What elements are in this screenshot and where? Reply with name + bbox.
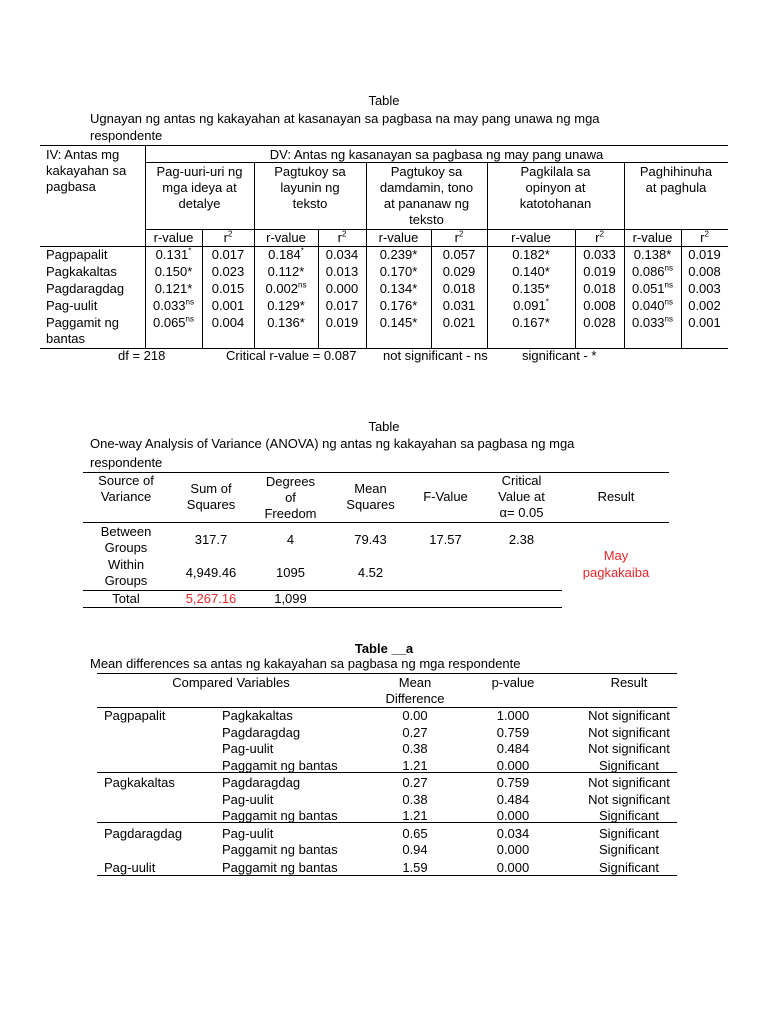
correlation-cell: 0.134* (379, 281, 418, 296)
md-compared-var: Pag-uulit (222, 741, 274, 756)
md-mean-diff: 0.00 (402, 708, 428, 723)
group-header-2-line1: Pagtukoy sa (274, 164, 346, 179)
note-ns: not significant - ns (383, 348, 488, 363)
anova-header-ms-1: Mean (354, 481, 387, 496)
correlation-cell: 0.034 (325, 247, 359, 262)
md-result: Significant (599, 842, 659, 857)
md-mean-diff: 0.94 (402, 842, 428, 857)
iv-header-line1: IV: Antas mg (46, 147, 120, 162)
correlation-cell: 0.138* (633, 247, 672, 262)
group-header-1-line2: mga ideya at (162, 180, 237, 195)
table2-label: Table (368, 419, 400, 434)
correlation-cell: 0.057 (442, 247, 476, 262)
correlation-cell: 0.176* (379, 298, 418, 313)
correlation-cell: 0.239* (379, 247, 418, 262)
anova-between-df: 4 (286, 532, 295, 547)
correlation-cell: $0.040^{ns}$ (632, 297, 673, 313)
correlation-cell: 0.028 (583, 315, 616, 330)
md-mean-diff: 0.38 (402, 741, 428, 756)
correlation-cell: $0.065^{ns}$ (153, 314, 194, 330)
correlation-cell: $0.086^{ns}$ (632, 263, 673, 279)
row-label: Pagkakaltas (46, 264, 117, 279)
md-group-name: Pag-uulit (104, 859, 156, 875)
md-compared-var: Pag-uulit (222, 825, 274, 841)
md-compared-var: Pag-uulit (222, 791, 274, 807)
md-result: Not significant (588, 791, 670, 807)
correlation-cell: 0.170* (379, 264, 418, 279)
correlation-cell: 0.001 (688, 315, 721, 330)
table3-caption: Mean differences sa antas ng kakayahan sa pagbasa ng mga respondente (90, 656, 521, 671)
correlation-cell: 0.091* (513, 297, 549, 313)
correlation-cell: 0.017 (325, 298, 359, 313)
correlation-cell: 0.000 (325, 281, 359, 296)
correlation-cell: $0.033^{ns}$ (632, 314, 673, 330)
correlation-cell: 0.019 (688, 247, 721, 262)
anova-between-crit: 2.38 (508, 532, 535, 547)
correlation-cell: 0.182* (512, 247, 550, 262)
correlation-cell: 0.008 (583, 298, 616, 313)
correlation-cell: 0.131* (155, 246, 192, 262)
correlation-cell: 0.003 (688, 281, 721, 296)
group-header-5-line1: Paghihinuha (639, 164, 713, 179)
correlation-cell: $0.051^{ns}$ (632, 280, 673, 296)
correlation-cell: 0.004 (211, 315, 245, 330)
anova-total-df: 1,099 (274, 591, 307, 606)
md-compared-var: Paggamit ng bantas (222, 808, 338, 823)
anova-result-line1: May (603, 548, 629, 563)
md-header-compared: Compared Variables (172, 675, 290, 690)
r-value-header: r-value (153, 230, 194, 245)
anova-header-result: Result (597, 489, 635, 504)
table1-caption-line2: respondente (90, 128, 163, 143)
correlation-cell: $0.002^{ns}$ (265, 280, 307, 296)
md-result: Significant (599, 825, 659, 841)
anova-header-source-2: Variance (100, 489, 152, 504)
anova-within-ms: 4.52 (357, 565, 384, 580)
anova-row-within-label-1: Within (107, 557, 145, 572)
group-header-4-line3: katotohanan (519, 196, 592, 211)
r-squared-header: $r^2$ (595, 229, 604, 245)
correlation-cell: 0.008 (688, 264, 721, 279)
md-result: Not significant (588, 741, 670, 756)
md-result: Significant (599, 757, 659, 773)
iv-header-line3: pagbasa (46, 179, 96, 194)
anova-header-ss-2: Squares (186, 497, 236, 512)
md-result: Not significant (588, 775, 670, 790)
md-p-value: 0.484 (496, 741, 530, 756)
md-header-mean-2: Difference (385, 691, 445, 706)
correlation-cell: 0.029 (442, 264, 476, 279)
group-header-3-line4: teksto (409, 212, 444, 227)
md-mean-diff: 1.21 (402, 808, 428, 823)
correlation-cell: 0.129* (267, 298, 305, 313)
dv-header: DV: Antas ng kasanayan sa pagbasa ng may pang unawa (269, 147, 604, 162)
correlation-cell: 0.017 (211, 247, 245, 262)
row-label: Pagpapalit (46, 247, 108, 262)
correlation-cell: 0.013 (325, 264, 359, 279)
table2-caption-line2: respondente (90, 455, 163, 470)
md-p-value: 0.759 (496, 724, 530, 740)
iv-header-line2: kakayahan sa (46, 163, 127, 178)
correlation-cell: $0.033^{ns}$ (153, 297, 194, 313)
note-sig: significant - * (522, 348, 597, 363)
group-header-4-line1: Pagkilala sa (520, 164, 591, 179)
group-header-4-line2: opinyon at (525, 180, 586, 195)
md-group-name: Pagpapalit (104, 708, 166, 723)
anova-result-line2: pagkakaiba (582, 565, 650, 580)
r-squared-header: $r^2$ (700, 229, 709, 245)
table2-caption-line1: One-way Analysis of Variance (ANOVA) ng antas ng kakayahan sa pagbasa ng mga (90, 436, 575, 451)
correlation-cell: 0.019 (583, 264, 616, 279)
md-p-value: 0.000 (496, 859, 530, 875)
group-header-3-line3: at pananaw ng (383, 196, 470, 211)
md-mean-diff: 0.27 (402, 775, 428, 790)
md-result: Significant (599, 808, 659, 823)
md-group-name: Pagkakaltas (104, 775, 175, 790)
correlation-cell: 0.150* (154, 264, 193, 279)
correlation-cell: 0.018 (583, 281, 616, 296)
row-label: bantas (46, 331, 86, 346)
r-value-header: r-value (266, 230, 306, 245)
md-mean-diff: 0.38 (402, 791, 428, 807)
correlation-cell: 0.140* (512, 264, 550, 279)
md-p-value: 1.000 (496, 708, 530, 723)
correlation-cell: 0.015 (211, 281, 245, 296)
anova-header-crit-2: Value at (498, 489, 545, 504)
r-squared-header: $r^2$ (223, 229, 233, 245)
md-p-value: 0.000 (496, 757, 530, 773)
correlation-cell: 0.002 (688, 298, 721, 313)
group-header-5-line2: at paghula (645, 180, 707, 195)
table3-label: Table __a (354, 641, 414, 656)
anova-row-within-label-2: Groups (104, 573, 148, 588)
md-compared-var: Pagdaragdag (222, 724, 301, 740)
anova-between-ms: 79.43 (354, 532, 387, 547)
r-squared-header: $r^2$ (454, 229, 464, 245)
correlation-cell: 0.031 (442, 298, 476, 313)
correlation-cell: 0.033 (583, 247, 616, 262)
anova-between-f: 17.57 (429, 532, 462, 547)
md-result: Significant (599, 859, 659, 875)
anova-header-ms-2: Squares (346, 497, 395, 512)
md-p-value: 0.000 (496, 808, 530, 823)
anova-total-ss: 5,267.16 (185, 591, 237, 606)
table1-label: Table (368, 93, 400, 108)
anova-header-f: F-Value (423, 489, 468, 504)
anova-row-between-label-1: Between (100, 524, 152, 539)
anova-header-df-2: of (285, 490, 296, 505)
anova-header-source-1: Source of (98, 473, 154, 488)
anova-row-total-label: Total (112, 591, 140, 606)
md-p-value: 0.759 (496, 775, 530, 790)
correlation-cell: 0.001 (211, 298, 245, 313)
correlation-cell: 0.167* (512, 315, 550, 330)
note-critical: Critical r-value = 0.087 (226, 348, 357, 363)
anova-within-ss: 4,949.46 (185, 565, 237, 580)
md-compared-var: Pagdaragdag (222, 775, 301, 790)
anova-header-df-1: Degrees (265, 474, 316, 489)
md-header-mean-1: Mean (398, 675, 432, 690)
anova-header-df-3: Freedom (264, 506, 317, 521)
correlation-cell: 0.145* (379, 315, 418, 330)
md-result: Not significant (588, 708, 670, 723)
md-header-p: p-value (491, 675, 535, 690)
md-p-value: 0.000 (496, 842, 530, 857)
md-compared-var: Pagkakaltas (222, 708, 293, 723)
md-header-result: Result (610, 675, 648, 690)
correlation-cell: 0.121* (154, 281, 193, 296)
r-squared-header: $r^2$ (337, 229, 347, 245)
r-value-header: r-value (632, 230, 673, 245)
row-label: Pagdaragdag (46, 281, 125, 296)
correlation-cell: 0.019 (325, 315, 359, 330)
md-mean-diff: 0.27 (402, 724, 428, 740)
md-compared-var: Paggamit ng bantas (222, 757, 338, 773)
correlation-cell: 0.112* (267, 264, 305, 279)
group-header-3-line1: Pagtukoy sa (390, 164, 463, 179)
r-value-header: r-value (378, 230, 419, 245)
md-p-value: 0.484 (496, 791, 530, 807)
group-header-2-line2: layunin ng (280, 180, 340, 195)
anova-header-ss-1: Sum of (190, 481, 232, 496)
md-mean-diff: 1.59 (402, 859, 428, 875)
md-result: Not significant (588, 724, 670, 740)
anova-within-df: 1095 (276, 565, 305, 580)
md-group-name: Pagdaragdag (104, 825, 183, 841)
anova-between-ss: 317.7 (194, 532, 228, 547)
anova-row-between-label-2: Groups (104, 540, 148, 555)
correlation-cell: 0.021 (442, 315, 476, 330)
correlation-cell: 0.136* (267, 315, 305, 330)
anova-header-crit-3: α= 0.05 (499, 505, 544, 520)
group-header-1-line1: Pag-uuri-uri ng (156, 164, 243, 179)
correlation-cell: 0.018 (442, 281, 476, 296)
row-label: Paggamit ng (46, 315, 119, 330)
correlation-cell: 0.184* (268, 246, 304, 262)
group-header-1-line3: detalye (178, 196, 221, 211)
md-compared-var: Paggamit ng bantas (222, 859, 338, 875)
anova-header-crit-1: Critical (501, 473, 542, 488)
r-value-header: r-value (511, 230, 551, 245)
note-df: df = 218 (118, 348, 166, 363)
md-p-value: 0.034 (496, 825, 530, 841)
correlation-cell: 0.135* (512, 281, 550, 296)
table1-caption-line1: Ugnayan ng antas ng kakayahan at kasanayan sa pagbasa na may pang unawa ng mga (90, 111, 600, 126)
group-header-2-line3: teksto (292, 196, 328, 211)
row-label: Pag-uulit (46, 298, 98, 313)
group-header-3-line2: damdamin, tono (379, 180, 474, 195)
correlation-cell: 0.023 (211, 264, 245, 279)
md-mean-diff: 1.21 (402, 757, 428, 773)
md-mean-diff: 0.65 (402, 825, 428, 841)
md-compared-var: Paggamit ng bantas (222, 842, 338, 857)
